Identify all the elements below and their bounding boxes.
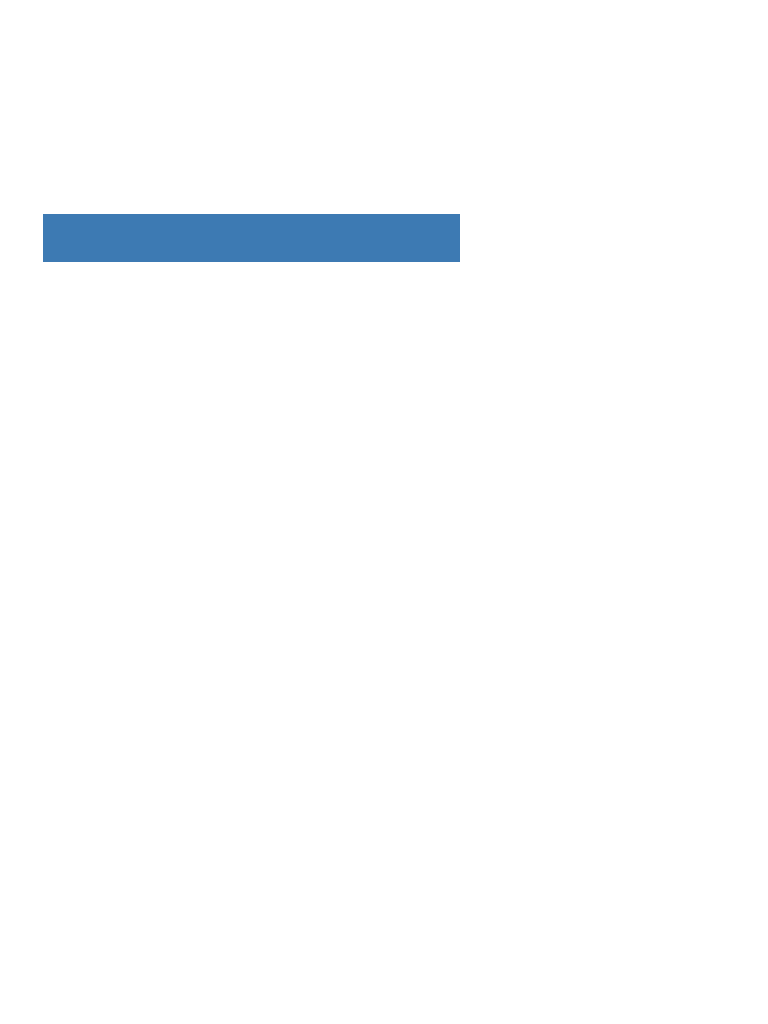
site-banner[interactable] bbox=[43, 214, 460, 262]
